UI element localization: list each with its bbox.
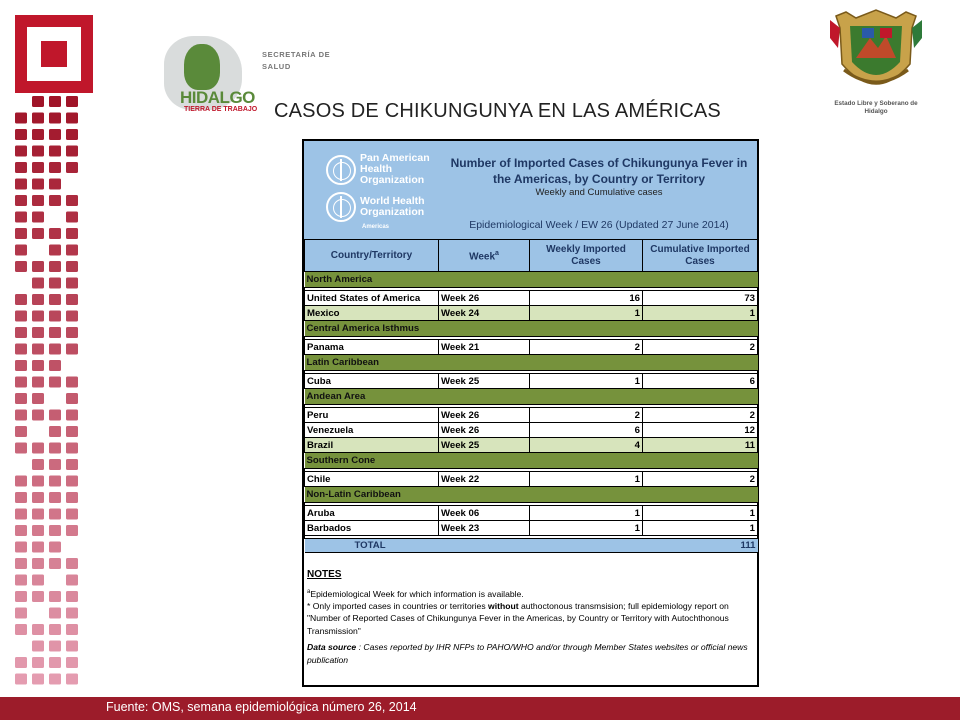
table-row bbox=[305, 423, 758, 438]
logo-brand: HIDALGO bbox=[180, 88, 255, 107]
cell-week: Week 23 bbox=[439, 521, 530, 536]
table-row bbox=[305, 521, 758, 536]
cell-weekly: 16 bbox=[530, 291, 643, 306]
cell-week: Week 25 bbox=[439, 438, 530, 453]
shield-icon bbox=[826, 8, 926, 100]
logo-secretaria: SECRETARÍA DE SALUD bbox=[262, 50, 331, 71]
cell-cumulative: 2 bbox=[643, 472, 758, 487]
table-row bbox=[305, 472, 758, 487]
cell-week: Week 26 bbox=[439, 291, 530, 306]
cell-week: Week 06 bbox=[439, 506, 530, 521]
cell-weekly: 2 bbox=[530, 340, 643, 355]
total-empty bbox=[530, 539, 643, 553]
footer-source: Fuente: OMS, semana epidemiológica número 26, 2014 bbox=[106, 700, 417, 714]
region-row bbox=[305, 389, 758, 405]
epi-week-label: Epidemiological Week / EW 26 (Updated 27 June 2014) bbox=[469, 219, 729, 231]
cell-weekly: 1 bbox=[530, 506, 643, 521]
organization-logos bbox=[326, 153, 436, 230]
notes-section bbox=[307, 569, 755, 666]
coat-of-arms bbox=[826, 8, 926, 118]
cell-cumulative: 11 bbox=[643, 438, 758, 453]
cases-table bbox=[304, 239, 758, 553]
total-value: 111 bbox=[643, 539, 758, 553]
decorative-square-pattern bbox=[0, 0, 110, 720]
table-row bbox=[305, 291, 758, 306]
cell-country: Brazil bbox=[305, 438, 439, 453]
col-week: Week$^a$ bbox=[439, 240, 530, 272]
cell-country: Panama bbox=[305, 340, 439, 355]
cell-weekly: 1 bbox=[530, 374, 643, 389]
logo-brand-sub: TIERRA DE TRABAJO bbox=[184, 106, 258, 113]
table-row bbox=[305, 438, 758, 453]
cell-country: Venezuela bbox=[305, 423, 439, 438]
notes-heading: NOTES bbox=[307, 569, 342, 580]
cell-cumulative: 2 bbox=[643, 408, 758, 423]
cell-cumulative: 12 bbox=[643, 423, 758, 438]
table-row bbox=[305, 374, 758, 389]
org-who-sub: Americas bbox=[362, 224, 390, 230]
region-name: Latin Caribbean bbox=[305, 355, 758, 371]
cell-week: Week 24 bbox=[439, 306, 530, 321]
portrait-icon bbox=[184, 44, 220, 90]
col-country: Country/Territory bbox=[305, 240, 439, 272]
org-who: World Health Organization bbox=[360, 195, 425, 218]
cell-cumulative: 1 bbox=[643, 506, 758, 521]
cell-weekly: 1 bbox=[530, 521, 643, 536]
cell-cumulative: 1 bbox=[643, 521, 758, 536]
cases-table-panel bbox=[302, 139, 759, 687]
paho-globe-icon bbox=[326, 155, 356, 185]
region-row bbox=[305, 487, 758, 503]
region-name: Non-Latin Caribbean bbox=[305, 487, 758, 503]
cell-country: Peru bbox=[305, 408, 439, 423]
region-name: Southern Cone bbox=[305, 453, 758, 469]
note-a: $^a$Epidemiological Week for which information is available. bbox=[307, 588, 524, 599]
cell-week: Week 21 bbox=[439, 340, 530, 355]
cell-weekly: 4 bbox=[530, 438, 643, 453]
cell-cumulative: 73 bbox=[643, 291, 758, 306]
cell-country: Aruba bbox=[305, 506, 439, 521]
cell-country: Cuba bbox=[305, 374, 439, 389]
cell-cumulative: 2 bbox=[643, 340, 758, 355]
panel-header bbox=[304, 141, 757, 239]
table-subheading: Weekly and Cumulative cases bbox=[535, 187, 663, 198]
table-heading: Number of Imported Cases of Chikungunya Fever in the Americas, by Country or Territory bbox=[450, 156, 748, 186]
region-row bbox=[305, 272, 758, 288]
cell-weekly: 1 bbox=[530, 472, 643, 487]
who-globe-icon bbox=[326, 192, 356, 222]
col-weekly: Weekly Imported Cases bbox=[530, 240, 643, 272]
col-cumulative: Cumulative Imported Cases bbox=[643, 240, 758, 272]
table-row bbox=[305, 340, 758, 355]
total-label: TOTAL bbox=[305, 539, 530, 553]
note-b-report: "Number of Reported Cases of Chikungunya Fever in the Americas, by Country or Territory with Autochthonous Transmission" bbox=[307, 613, 729, 636]
cell-cumulative: 6 bbox=[643, 374, 758, 389]
cell-weekly: 1 bbox=[530, 306, 643, 321]
region-name: North America bbox=[305, 272, 758, 288]
page-title: CASOS DE CHIKUNGUNYA EN LAS AMÉRICAS bbox=[274, 100, 721, 122]
cell-country: Barbados bbox=[305, 521, 439, 536]
region-name: Central America Isthmus bbox=[305, 321, 758, 337]
cell-weekly: 2 bbox=[530, 408, 643, 423]
cell-cumulative: 1 bbox=[643, 306, 758, 321]
cell-country: Chile bbox=[305, 472, 439, 487]
table-row bbox=[305, 408, 758, 423]
total-row bbox=[305, 539, 758, 553]
cell-week: Week 26 bbox=[439, 408, 530, 423]
note-b: * Only imported cases in countries or territories without authoctonous transmsision; full epidemiology report on bbox=[307, 600, 729, 611]
table-row bbox=[305, 306, 758, 321]
region-row bbox=[305, 321, 758, 337]
cell-week: Week 22 bbox=[439, 472, 530, 487]
region-name: Andean Area bbox=[305, 389, 758, 405]
region-row bbox=[305, 355, 758, 371]
cell-week: Week 26 bbox=[439, 423, 530, 438]
org-paho: Pan American Health Organization bbox=[360, 152, 430, 186]
footer-bar bbox=[0, 697, 960, 720]
cell-weekly: 6 bbox=[530, 423, 643, 438]
cell-country: Mexico bbox=[305, 306, 439, 321]
region-row bbox=[305, 453, 758, 469]
data-source-note: Data source : Cases reported by IHR NFPs to PAHO/WHO and/or through Member States websites or official news publication bbox=[307, 642, 748, 665]
cell-country: United States of America bbox=[305, 291, 439, 306]
cell-week: Week 25 bbox=[439, 374, 530, 389]
coat-caption: Estado Libre y Soberano de Hidalgo bbox=[834, 100, 918, 115]
table-row bbox=[305, 506, 758, 521]
